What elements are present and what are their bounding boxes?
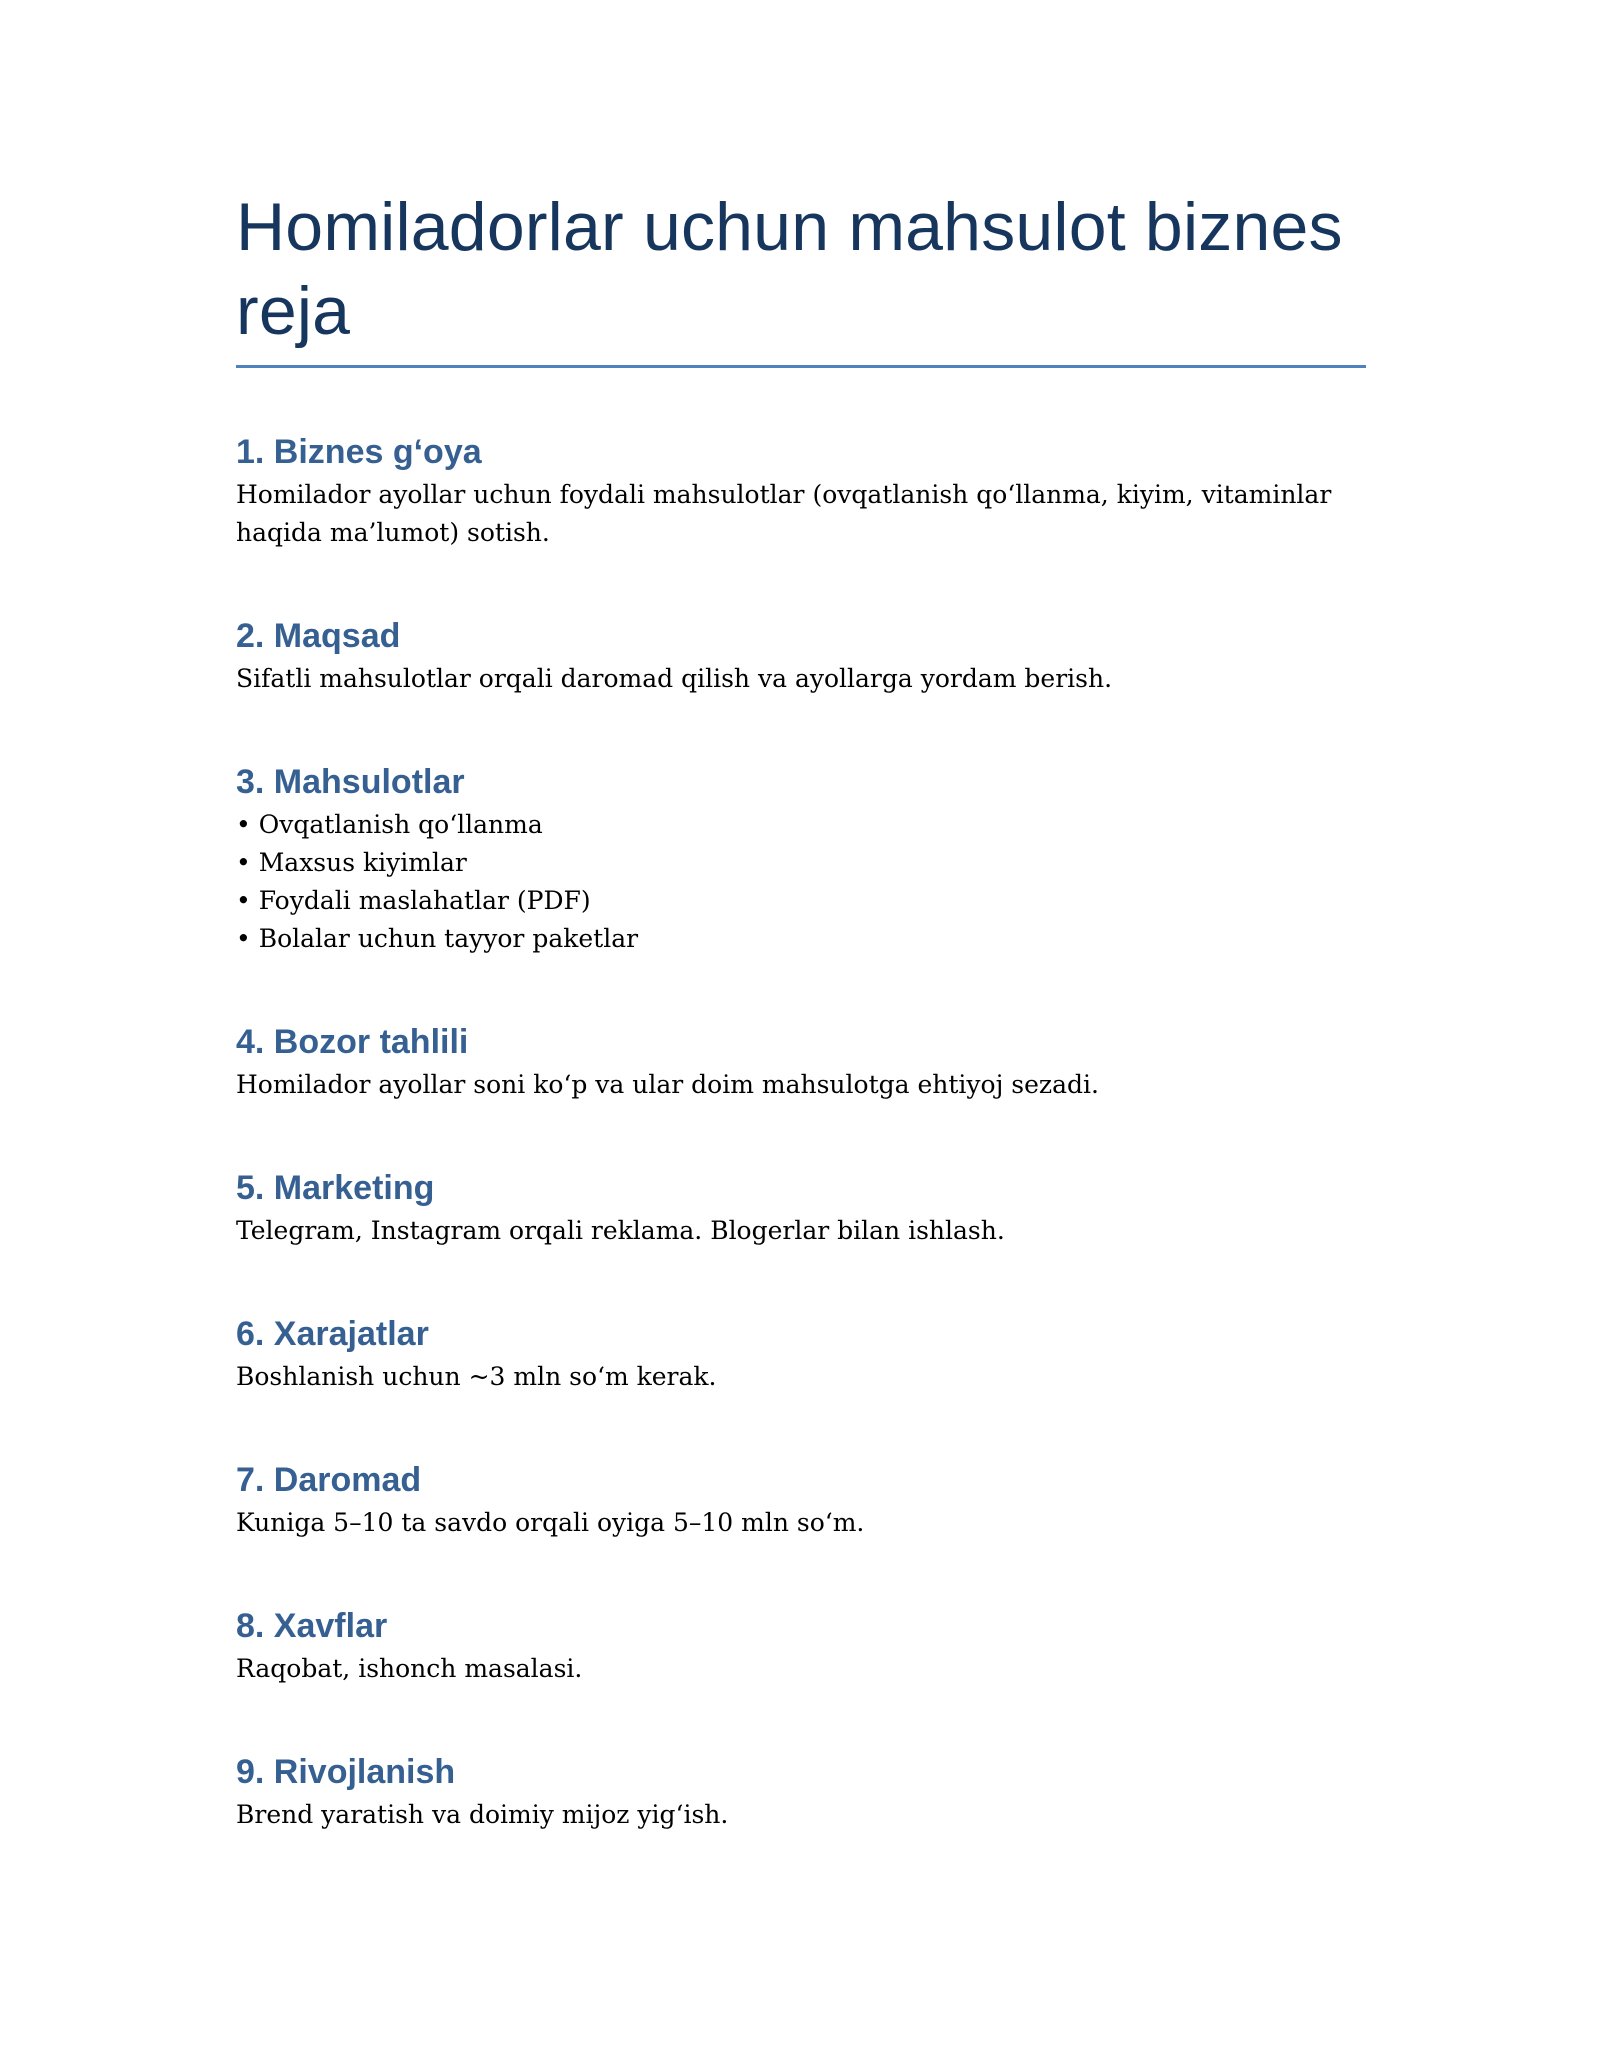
section-body: Boshlanish uchun ~3 mln so‘m kerak.	[236, 1362, 717, 1391]
list-item: • Ovqatlanish qo‘llanma	[236, 806, 1366, 844]
section-body: Raqobat, ishonch masalasi.	[236, 1654, 583, 1683]
document-title: Homiladorlar uchun mahsulot biznes reja	[236, 189, 1343, 349]
section-heading: 7. Daromad	[236, 1461, 422, 1499]
section-body: Telegram, Instagram orqali reklama. Blogerlar bilan ishlash.	[236, 1216, 1005, 1245]
section-biznes-goya	[236, 432, 1366, 552]
section-heading: 1. Biznes g‘oya	[236, 433, 482, 471]
section-heading: 4. Bozor tahlili	[236, 1023, 469, 1061]
list-item: • Maxsus kiyimlar	[236, 844, 1366, 882]
section-body: Sifatli mahsulotlar orqali daromad qilish va ayollarga yordam berish.	[236, 664, 1113, 693]
section-xarajatlar	[236, 1314, 1366, 1396]
section-body: Kuniga 5–10 ta savdo orqali oyiga 5–10 mln so‘m.	[236, 1508, 865, 1537]
document-page	[236, 185, 1366, 1834]
section-maqsad	[236, 616, 1366, 698]
title-divider	[236, 365, 1366, 368]
section-body: Brend yaratish va doimiy mijoz yig‘ish.	[236, 1800, 729, 1829]
section-marketing	[236, 1168, 1366, 1250]
section-bozor-tahlili	[236, 1022, 1366, 1104]
section-heading: 6. Xarajatlar	[236, 1315, 429, 1353]
section-mahsulotlar	[236, 762, 1366, 958]
section-daromad	[236, 1460, 1366, 1542]
section-heading: 9. Rivojlanish	[236, 1753, 456, 1791]
section-heading: 2. Maqsad	[236, 617, 401, 655]
section-body: Homilador ayollar soni ko‘p va ular doim mahsulotga ehtiyoj sezadi.	[236, 1070, 1099, 1099]
list-item: • Foydali maslahatlar (PDF)	[236, 882, 1366, 920]
section-heading: 8. Xavflar	[236, 1607, 388, 1645]
section-xavflar	[236, 1606, 1366, 1688]
section-heading: 5. Marketing	[236, 1169, 435, 1207]
section-heading: 3. Mahsulotlar	[236, 763, 465, 801]
list-item: • Bolalar uchun tayyor paketlar	[236, 920, 1366, 958]
section-rivojlanish	[236, 1752, 1366, 1834]
section-body: Homilador ayollar uchun foydali mahsulotlar (ovqatlanish qo‘llanma, kiyim, vitaminlar haqida ma’lumot) sotish.	[236, 480, 1332, 547]
product-list	[236, 806, 1366, 958]
